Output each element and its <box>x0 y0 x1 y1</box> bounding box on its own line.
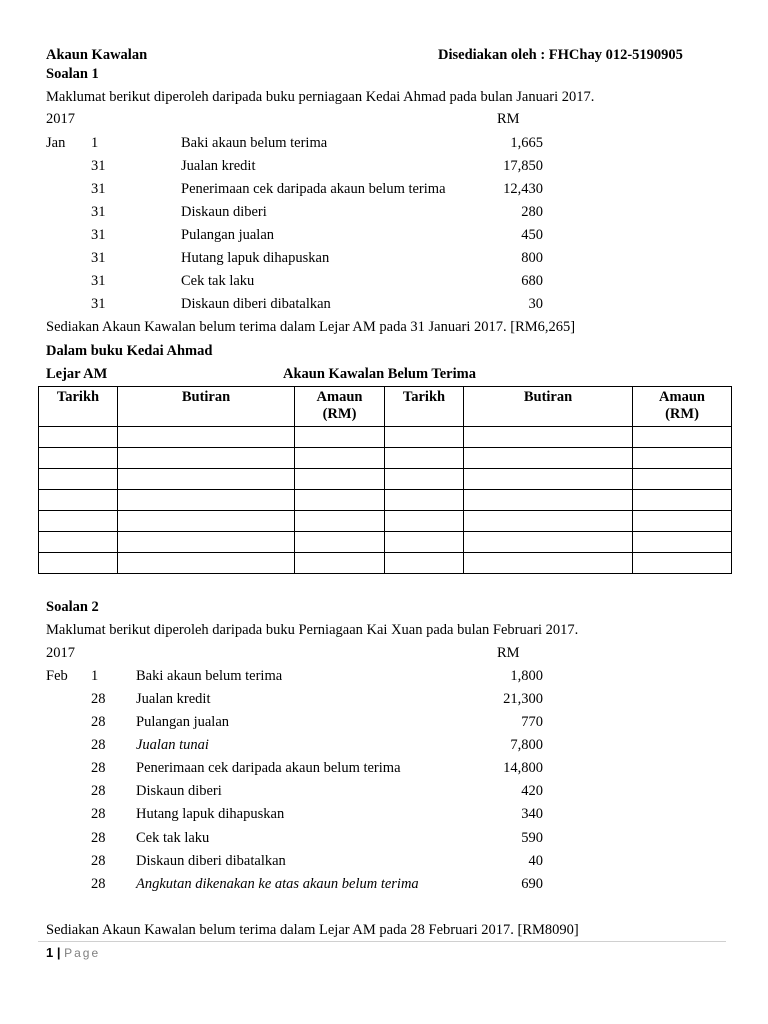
ledger-cell[interactable] <box>464 448 633 469</box>
q2-entry-day: 1 <box>91 668 99 684</box>
q2-month: Feb <box>46 668 68 684</box>
q2-entry-amount: 14,800 <box>503 760 543 776</box>
ledger-cell[interactable] <box>118 469 295 490</box>
page-footer <box>46 945 100 962</box>
q1-entry-amount: 1,665 <box>510 135 543 151</box>
q1-year: 2017 <box>46 111 75 127</box>
ledger-cell[interactable] <box>295 553 385 574</box>
q1-entry-day: 31 <box>91 181 106 197</box>
q1-entry-day: 31 <box>91 204 106 220</box>
ledger-cell[interactable] <box>385 532 464 553</box>
ledger-table <box>38 386 732 574</box>
ledger-cell[interactable] <box>39 469 118 490</box>
q2-entry-amount: 420 <box>521 783 543 799</box>
ledger-cell[interactable] <box>39 490 118 511</box>
q1-heading: Soalan 1 <box>46 66 99 82</box>
ledger-cell[interactable] <box>39 427 118 448</box>
q1-currency: RM <box>497 111 520 127</box>
ledger-cell[interactable] <box>633 490 732 511</box>
q1-entry-desc: Baki akaun belum terima <box>181 135 328 151</box>
q1-entry-day: 1 <box>91 135 99 151</box>
ledger-cell[interactable] <box>118 490 295 511</box>
q1-entry-day: 31 <box>91 296 106 312</box>
debit-date-header: Tarikh <box>39 387 118 427</box>
q2-entry-desc: Pulangan jualan <box>136 714 230 730</box>
q2-currency: RM <box>497 645 520 661</box>
q2-entry-day: 28 <box>91 714 106 730</box>
q1-entry-day: 31 <box>91 227 106 243</box>
ledger-blank-row <box>39 511 732 532</box>
ledger-cell[interactable] <box>385 427 464 448</box>
ledger-cell[interactable] <box>295 490 385 511</box>
credit-amount-header: Amaun (RM) <box>633 387 732 427</box>
ledger-cell[interactable] <box>464 532 633 553</box>
ledger-cell[interactable] <box>295 532 385 553</box>
q1-month: Jan <box>46 135 66 151</box>
q1-entry-amount: 30 <box>528 296 543 312</box>
ledger-cell[interactable] <box>385 511 464 532</box>
q1-book-title: Dalam buku Kedai Ahmad <box>46 343 213 359</box>
ledger-label: Lejar AM <box>46 366 108 382</box>
ledger-cell[interactable] <box>633 532 732 553</box>
ledger-blank-row <box>39 532 732 553</box>
account-title: Akaun Kawalan Belum Terima <box>283 366 476 382</box>
q1-intro: Maklumat berikut diperoleh daripada buku perniagaan Kedai Ahmad pada bulan Januari 2017. <box>46 89 595 105</box>
q2-entry-desc: Jualan tunai <box>136 737 209 753</box>
q2-entry-desc: Cek tak laku <box>136 830 210 846</box>
ledger-cell[interactable] <box>633 427 732 448</box>
ledger-cell[interactable] <box>118 427 295 448</box>
q2-entry-amount: 590 <box>521 830 543 846</box>
q2-entry-day: 28 <box>91 760 106 776</box>
q1-entry-day: 31 <box>91 158 106 174</box>
page-word: Page <box>64 946 101 960</box>
prepared-by: Disediakan oleh : FHChay 012-5190905 <box>438 47 683 63</box>
q1-entry-amount: 280 <box>521 204 543 220</box>
q2-entry-amount: 340 <box>521 806 543 822</box>
q1-entry-desc: Diskaun diberi dibatalkan <box>181 296 331 312</box>
ledger-cell[interactable] <box>39 448 118 469</box>
q2-entry-day: 28 <box>91 806 106 822</box>
debit-particulars-header: Butiran <box>118 387 295 427</box>
ledger-cell[interactable] <box>464 490 633 511</box>
ledger-blank-row <box>39 469 732 490</box>
q2-entry-desc: Penerimaan cek daripada akaun belum terima <box>136 760 401 776</box>
page-separator: | <box>56 945 61 960</box>
credit-particulars-header: Butiran <box>464 387 633 427</box>
q2-entry-desc: Angkutan dikenakan ke atas akaun belum terima <box>136 876 419 892</box>
q1-entry-day: 31 <box>91 250 106 266</box>
ledger-blank-row <box>39 490 732 511</box>
document-title: Akaun Kawalan <box>46 47 148 63</box>
q2-entry-day: 28 <box>91 830 106 846</box>
q2-entry-day: 28 <box>91 783 106 799</box>
ledger-cell[interactable] <box>633 553 732 574</box>
ledger-cell[interactable] <box>295 511 385 532</box>
ledger-cell[interactable] <box>633 469 732 490</box>
q2-intro: Maklumat berikut diperoleh daripada buku Perniagaan Kai Xuan pada bulan Februari 2017. <box>46 622 579 638</box>
ledger-cell[interactable] <box>295 469 385 490</box>
q2-year: 2017 <box>46 645 75 661</box>
q1-entry-amount: 800 <box>521 250 543 266</box>
q2-entry-day: 28 <box>91 691 106 707</box>
ledger-cell[interactable] <box>464 553 633 574</box>
q1-entry-day: 31 <box>91 273 106 289</box>
ledger-cell[interactable] <box>118 511 295 532</box>
q2-entry-desc: Diskaun diberi <box>136 783 222 799</box>
q2-entry-amount: 40 <box>528 853 543 869</box>
ledger-cell[interactable] <box>464 469 633 490</box>
q1-entry-desc: Hutang lapuk dihapuskan <box>181 250 330 266</box>
q1-entry-desc: Diskaun diberi <box>181 204 267 220</box>
ledger-cell[interactable] <box>385 469 464 490</box>
q1-instruction: Sediakan Akaun Kawalan belum terima dalam Lejar AM pada 31 Januari 2017. [RM6,265] <box>46 319 576 335</box>
ledger-cell[interactable] <box>39 553 118 574</box>
q2-entry-amount: 1,800 <box>510 668 543 684</box>
debit-amount-header: Amaun (RM) <box>295 387 385 427</box>
ledger-header-row <box>39 387 732 427</box>
q2-entry-amount: 690 <box>521 876 543 892</box>
ledger-cell[interactable] <box>464 511 633 532</box>
ledger-cell[interactable] <box>385 448 464 469</box>
ledger-cell[interactable] <box>295 448 385 469</box>
ledger-blank-row <box>39 553 732 574</box>
ledger-cell[interactable] <box>385 553 464 574</box>
page-number: 1 <box>46 945 54 960</box>
ledger-cell[interactable] <box>39 511 118 532</box>
ledger-cell[interactable] <box>39 532 118 553</box>
ledger-cell[interactable] <box>295 427 385 448</box>
footer-divider <box>38 941 726 942</box>
q2-entry-amount: 21,300 <box>503 691 543 707</box>
q2-entry-desc: Jualan kredit <box>136 691 211 707</box>
q2-entry-amount: 770 <box>521 714 543 730</box>
q1-entry-amount: 17,850 <box>503 158 543 174</box>
q2-entry-desc: Hutang lapuk dihapuskan <box>136 806 285 822</box>
ledger-cell[interactable] <box>118 532 295 553</box>
q2-entry-amount: 7,800 <box>510 737 543 753</box>
q1-entry-desc: Pulangan jualan <box>181 227 275 243</box>
credit-date-header: Tarikh <box>385 387 464 427</box>
ledger-cell[interactable] <box>464 427 633 448</box>
q1-entry-amount: 12,430 <box>503 181 543 197</box>
q2-entry-day: 28 <box>91 737 106 753</box>
ledger-blank-row <box>39 448 732 469</box>
q2-heading: Soalan 2 <box>46 599 99 615</box>
ledger-blank-row <box>39 427 732 448</box>
q1-entry-amount: 680 <box>521 273 543 289</box>
q2-entry-day: 28 <box>91 876 106 892</box>
q2-instruction: Sediakan Akaun Kawalan belum terima dalam Lejar AM pada 28 Februari 2017. [RM8090] <box>46 922 579 938</box>
q2-entry-desc: Baki akaun belum terima <box>136 668 283 684</box>
q1-entry-amount: 450 <box>521 227 543 243</box>
q1-entry-desc: Cek tak laku <box>181 273 255 289</box>
ledger-cell[interactable] <box>118 448 295 469</box>
q2-entry-day: 28 <box>91 853 106 869</box>
ledger-cell[interactable] <box>633 448 732 469</box>
ledger-cell[interactable] <box>385 490 464 511</box>
ledger-cell[interactable] <box>633 511 732 532</box>
q1-entry-desc: Jualan kredit <box>181 158 256 174</box>
q2-entry-desc: Diskaun diberi dibatalkan <box>136 853 286 869</box>
q1-entry-desc: Penerimaan cek daripada akaun belum terima <box>181 181 446 197</box>
ledger-cell[interactable] <box>118 553 295 574</box>
